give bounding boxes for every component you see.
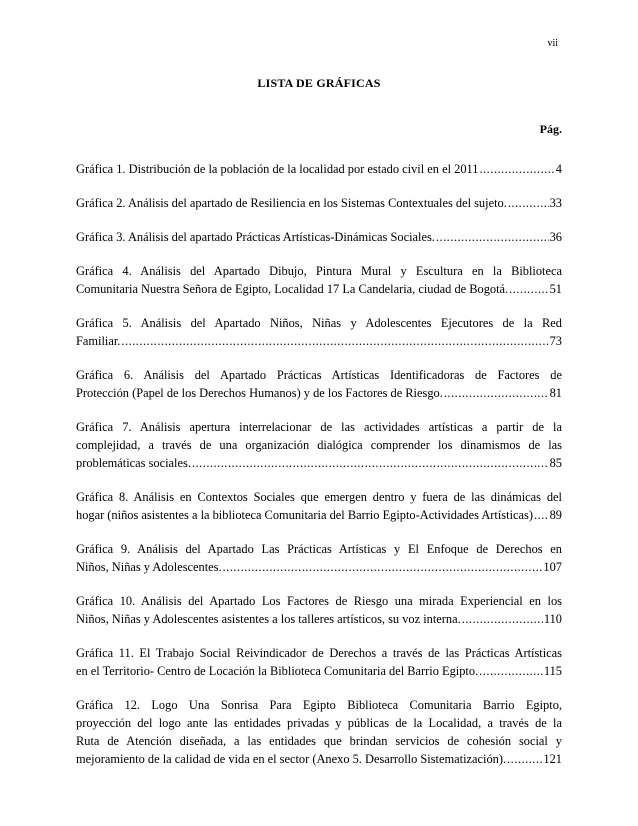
toc-entry[interactable]: [76, 540, 562, 576]
toc-entry[interactable]: [76, 262, 562, 298]
toc-entry-text: mejoramiento de la calidad de vida en el sector (Anexo 5. Desarrollo Sistematización).: [76, 752, 507, 766]
toc-entry[interactable]: [76, 366, 562, 402]
dot-leader: [479, 662, 543, 680]
toc-entry-text: hogar (niños asistentes a la biblioteca Comunitaria del Barrio Egipto-Actividades Artísticas): [76, 508, 533, 522]
dot-leader: [509, 280, 548, 298]
toc-entry-text: proyección del logo ante las entidades privadas y públicas de la Localidad, a través de la: [76, 716, 562, 730]
toc-entry-page-number: 110: [543, 612, 562, 626]
toc-entry-text: Gráfica 12. Logo Una Sonrisa Para Egipto Biblioteca Comunitaria Barrio Egipto,: [76, 698, 562, 712]
toc-entry-text: Gráfica 1. Distribución de la población de la localidad por estado civil en el 2011: [76, 162, 479, 176]
toc-entry[interactable]: [76, 418, 562, 472]
page-title: LISTA DE GRÁFICAS: [257, 76, 381, 90]
toc-entry-page-number: 73: [549, 334, 562, 348]
dot-leader: [507, 750, 542, 768]
dot-leader: [436, 228, 549, 246]
toc-entry-text: Comunitaria Nuestra Señora de Egipto, Localidad 17 La Candelaria, ciudad de Bogotá.: [76, 282, 509, 296]
dot-leader: [121, 332, 548, 350]
toc-entry-page-number: 121: [543, 752, 562, 766]
toc-entry-text: Gráfica 9. Análisis del Apartado Las Prácticas Artísticas y El Enfoque de Derechos en: [76, 542, 562, 556]
toc-entry-page-number: 81: [549, 386, 562, 400]
toc-entry-text: Gráfica 10. Análisis del Apartado Los Factores de Riesgo una mirada Experiencial en los: [76, 594, 562, 608]
dot-leader: [462, 610, 543, 628]
toc-entry-text: Gráfica 7. Análisis apertura interrelacionar de las actividades artísticas a partir de la: [76, 420, 562, 434]
toc-entry-page-number: 89: [549, 508, 562, 522]
toc-entry[interactable]: [76, 644, 562, 680]
toc-entry-text: Protección (Papel de los Derechos Humanos) y de los Factores de Riesgo.: [76, 386, 443, 400]
toc-entry-text: en el Territorio- Centro de Locación la Biblioteca Comunitaria del Barrio Egipto.: [76, 664, 479, 678]
toc-entry-text: Gráfica 11. El Trabajo Social Reivindicador de Derechos a través de las Prácticas Artísticas: [76, 646, 562, 660]
dot-leader: [508, 194, 549, 212]
toc-entry-text: Niños, Niñas y Adolescentes asistentes a los talleres artísticos, su voz interna.: [76, 612, 461, 626]
toc-entry[interactable]: [76, 228, 562, 246]
toc-entry-page-number: 4: [555, 162, 562, 176]
toc-entry-text: Gráfica 4. Análisis del Apartado Dibujo, Pintura Mural y Escultura en la Biblioteca: [76, 264, 562, 278]
toc-entry-text: Gráfica 2. Análisis del apartado de Resiliencia en los Sistemas Contextuales del sujeto.: [76, 196, 507, 210]
toc-entry-page-number: 85: [549, 456, 562, 470]
toc-entry-page-number: 33: [549, 196, 562, 210]
toc-entry-page-number: 51: [549, 282, 562, 296]
page-number: vii: [547, 38, 558, 49]
toc-entry[interactable]: [76, 314, 562, 350]
toc-entry-text: Niños, Niñas y Adolescentes.: [76, 560, 222, 574]
toc-entry[interactable]: [76, 592, 562, 628]
toc-entry-text: Familiar.: [76, 334, 121, 348]
toc-entry[interactable]: [76, 194, 562, 212]
dot-leader: [444, 384, 549, 402]
toc-entry-text: Gráfica 3. Análisis del apartado Prácticas Artísticas-Dinámicas Sociales.: [76, 230, 435, 244]
toc-entry-text: Gráfica 8. Análisis en Contextos Sociales que emergen dentro y fuera de las dinámicas del: [76, 490, 562, 504]
toc-entry-text: problemáticas sociales.: [76, 456, 191, 470]
dot-leader: [534, 506, 549, 524]
toc-entry-page-number: 107: [543, 560, 562, 574]
dot-leader: [223, 558, 543, 576]
page-column-header: Pág.: [539, 122, 562, 136]
dot-leader: [192, 454, 549, 472]
toc-entry-text: Gráfica 6. Análisis del Apartado Prácticas Artísticas Identificadoras de Factores de: [76, 368, 562, 382]
toc-entry-page-number: 36: [549, 230, 562, 244]
toc-entry-page-number: 115: [543, 664, 562, 678]
toc-entry[interactable]: [76, 488, 562, 524]
toc-entry-text: complejidad, a través de una organización dialógica comprender los dinamismos de las: [76, 438, 562, 452]
dot-leader: [479, 160, 554, 178]
toc-entry-text: Ruta de Atención diseñada, a las entidades que brindan servicios de cohesión social y: [76, 734, 562, 748]
toc-entry[interactable]: [76, 696, 562, 768]
toc-entry-text: Gráfica 5. Análisis del Apartado Niños, Niñas y Adolescentes Ejecutores de la Red: [76, 316, 562, 330]
toc-entry[interactable]: [76, 160, 562, 178]
